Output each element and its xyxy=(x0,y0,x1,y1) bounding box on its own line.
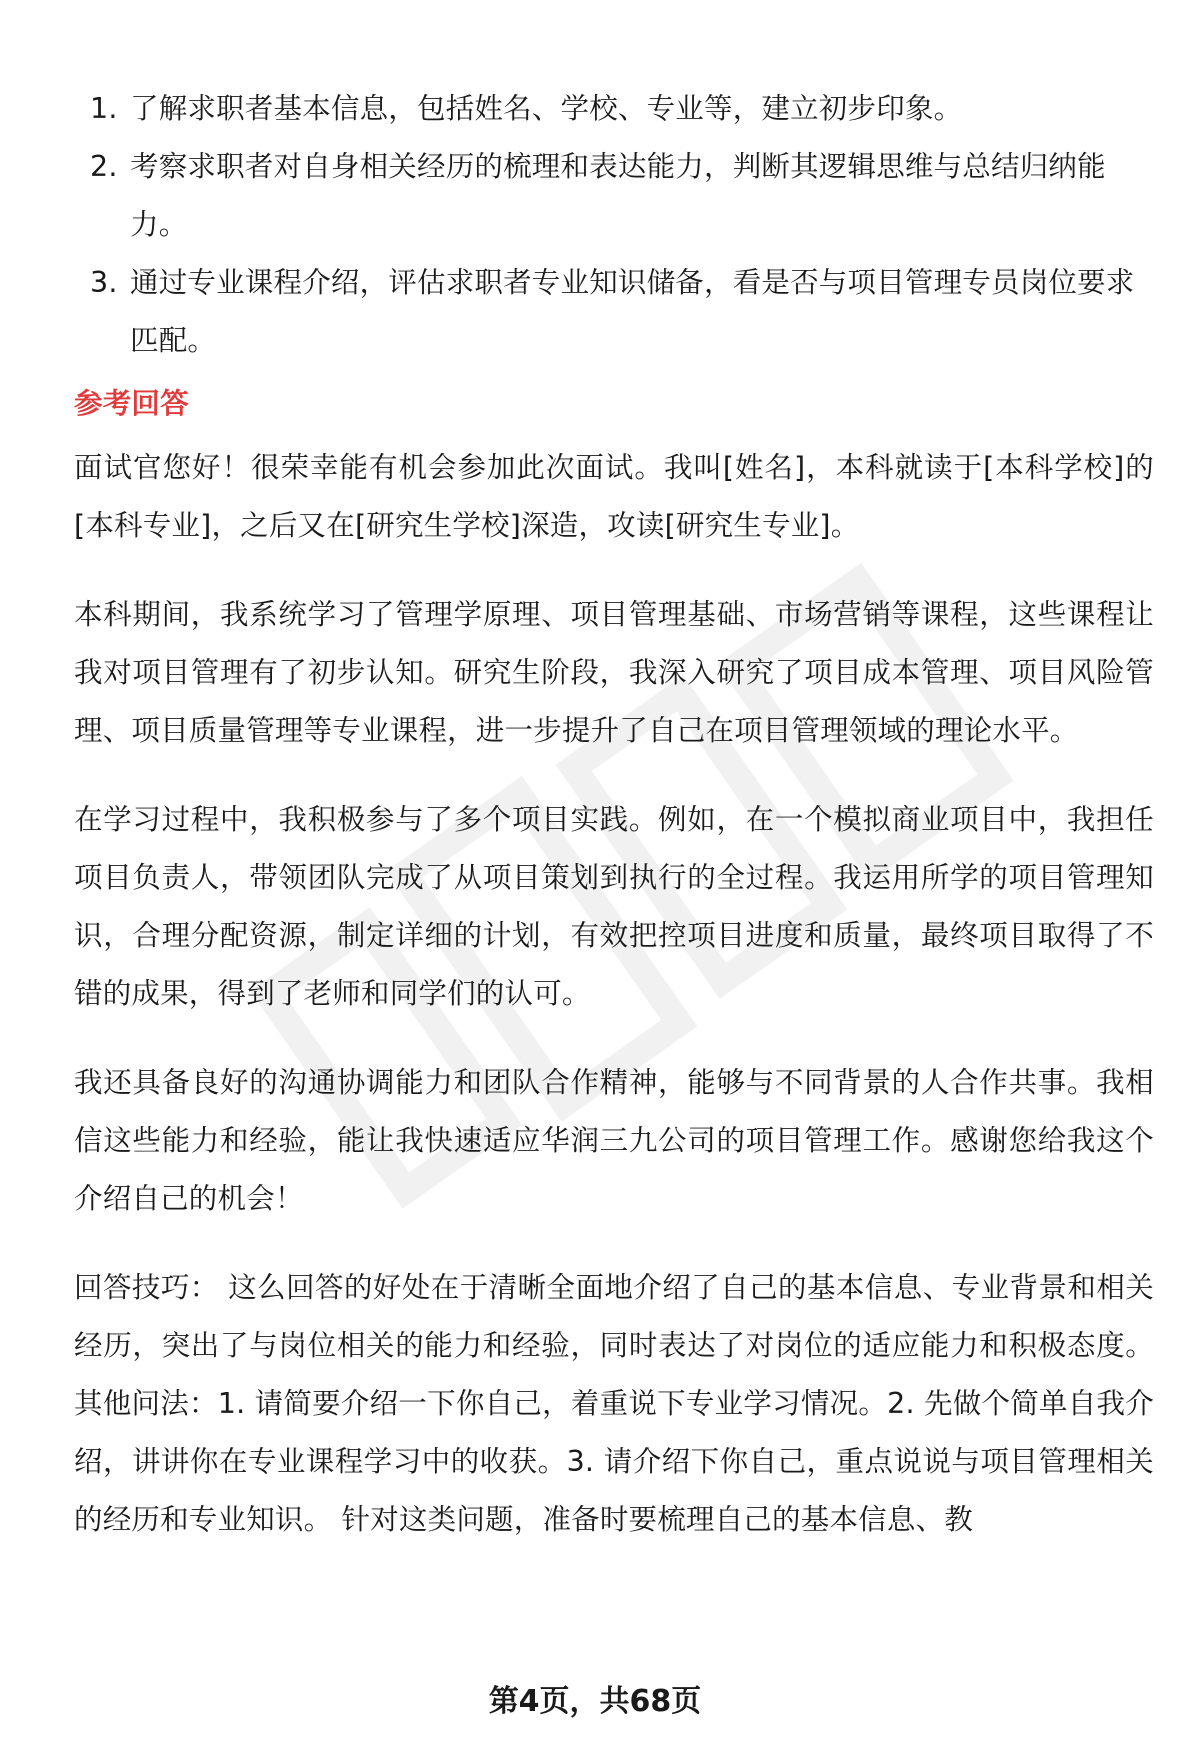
list-item xyxy=(74,138,1154,254)
list-item xyxy=(74,254,1154,370)
answer-heading: 参考回答 xyxy=(74,387,189,420)
answer-paragraph: 在学习过程中，我积极参与了多个项目实践。例如，在一个模拟商业项目中，我担任项目负责人，带领团队完成了从项目策划到执行的全过程。我运用所学的项目管理知识，合理分配资源，制定详细的计划，有效把控项目进度和质量，最终项目取得了不错的成果，得到了老师和同学们的认可。 xyxy=(74,803,1154,1010)
page-footer: 第4页，共68页 xyxy=(488,1684,702,1719)
list-item-number: 1. xyxy=(90,92,118,125)
answer-paragraph: 面试官您好！很荣幸能有机会参加此次面试。我叫[姓名]，本科就读于[本科学校]的[本科专业]，之后又在[研究生学校]深造，攻读[研究生专业]。 xyxy=(74,451,1154,542)
list-item-text: 通过专业课程介绍，评估求职者专业知识储备，看是否与项目管理专员岗位要求匹配。 xyxy=(130,266,1135,357)
list-item-text: 了解求职者基本信息，包括姓名、学校、专业等，建立初步印象。 xyxy=(130,92,963,125)
list-item-number: 2. xyxy=(90,150,118,183)
list-item xyxy=(74,80,1154,138)
answer-paragraph: 本科期间，我系统学习了管理学原理、项目管理基础、市场营销等课程，这些课程让我对项目管理有了初步认知。研究生阶段，我深入研究了项目成本管理、项目风险管理、项目质量管理等专业课程，进一步提升了自己在项目管理领域的理论水平。 xyxy=(74,598,1154,747)
list-item-text: 考察求职者对自身相关经历的梳理和表达能力，判断其逻辑思维与总结归纳能力。 xyxy=(130,150,1106,241)
answer-paragraph: 我还具备良好的沟通协调能力和团队合作精神，能够与不同背景的人合作共事。我相信这些能力和经验，能让我快速适应华润三九公司的项目管理工作。感谢您给我这个介绍自己的机会！ xyxy=(74,1066,1154,1215)
list-item-number: 3. xyxy=(90,266,118,299)
tips-paragraph: 回答技巧： 这么回答的好处在于清晰全面地介绍了自己的基本信息、专业背景和相关经历，突出了与岗位相关的能力和经验，同时表达了对岗位的适应能力和积极态度。 其他问法：1. 请简要介绍一下你自己，着重说下专业学习情况。2. 先做个简单自我介绍，讲讲你在专业课程学习中的收获。3. 请介绍下你自己，重点说说与项目管理相关的经历和专业知识。 针对这类问题，准备时要梳理自己的基本信息、教 xyxy=(74,1271,1154,1536)
intent-list xyxy=(74,80,1154,370)
document-content xyxy=(74,80,1154,1580)
